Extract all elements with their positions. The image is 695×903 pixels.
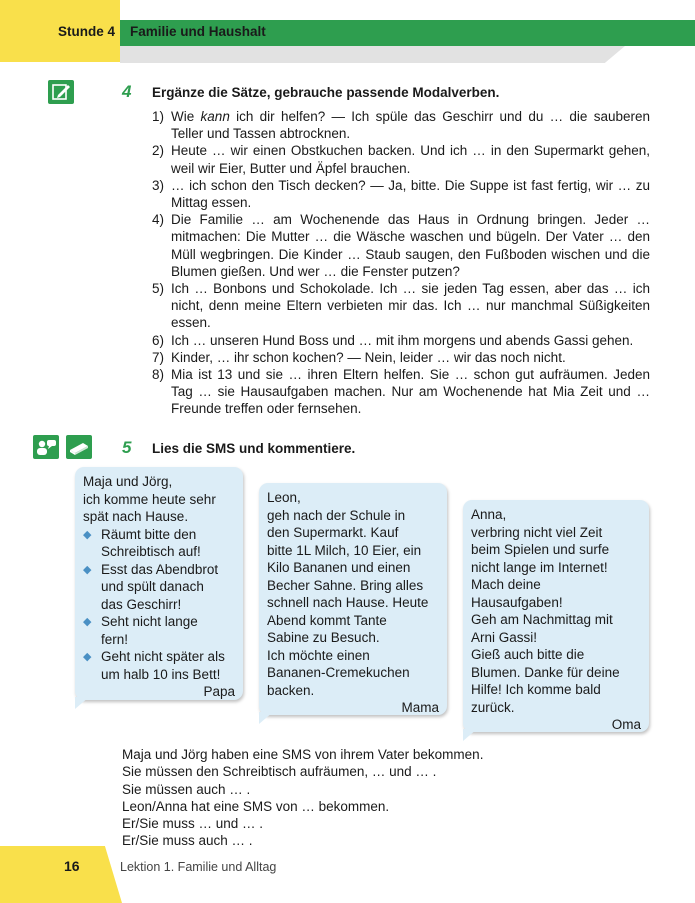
sms-line: backen. xyxy=(267,682,315,698)
sms-line: spät nach Hause. xyxy=(83,509,189,524)
task-number: 5 xyxy=(122,438,132,457)
section-label: Stunde 4 xyxy=(58,24,116,39)
diamond-icon: ◆ xyxy=(83,528,92,541)
list-item xyxy=(152,332,650,349)
sms-bullet: ◆ Seht nicht lange fern! xyxy=(83,614,198,647)
sms-line: Leon, xyxy=(267,490,301,505)
page-number: 16 xyxy=(64,858,80,874)
page-title: Familie und Haushalt xyxy=(130,24,266,39)
sms-line: ich komme heute sehr xyxy=(83,491,216,507)
sms-signature: Papa xyxy=(203,684,235,699)
sms-line: Sabine zu Besuch. xyxy=(267,630,380,645)
item-number: 3) xyxy=(152,177,165,193)
sms-line: schnell nach Hause. Heute xyxy=(267,595,429,610)
sms-line: verbring nicht viel Zeit xyxy=(471,524,603,540)
sms-line: Kilo Bananen und einen xyxy=(267,560,411,575)
sms-line: Abend kommt Tante xyxy=(267,612,387,628)
item-number: 6) xyxy=(152,332,165,348)
pencil-icon xyxy=(48,80,74,104)
list-item xyxy=(152,142,650,176)
sms-bubble-mama xyxy=(259,483,447,715)
item-text: Ich … unseren Hund Boss und … mit ihm morgens und abends Gassi gehen. xyxy=(171,332,634,348)
list-item xyxy=(152,366,650,418)
item-number: 8) xyxy=(152,367,165,383)
sms-line: Hilfe! Ich komme bald xyxy=(471,682,601,697)
sms-line: Maja und Jörg, xyxy=(83,474,173,489)
bubble-tail xyxy=(463,729,477,741)
sms-line: Blumen. Danke für deine xyxy=(471,664,620,680)
sms-bubble-papa xyxy=(75,467,243,700)
sms-line: Becher Sahne. Bring alles xyxy=(267,577,424,593)
header-grey-bar xyxy=(120,46,625,63)
sms-line: Ich möchte einen xyxy=(267,647,370,663)
diamond-icon: ◆ xyxy=(83,563,92,576)
item-number: 2) xyxy=(152,143,165,159)
task-title: Lies die SMS und kommentiere. xyxy=(152,441,356,456)
closing-line: Leon/Anna hat eine SMS von … bekommen. xyxy=(122,798,390,814)
sms-signature: Mama xyxy=(401,700,439,715)
item-text: Kinder, … ihr schon kochen? — Nein, leider … wir das noch nicht. xyxy=(171,349,566,365)
sms-bullet: ◆ Geht nicht später als um halb 10 ins Bett! xyxy=(83,649,225,682)
sms-bubble-oma xyxy=(463,500,649,732)
list-item xyxy=(152,177,650,211)
item-text: Die Familie … am Wochenende das Haus in Ordnung bringen. Jeder … mitmachen: Die Mutter … die Wäsche waschen und bügeln. Der Vater … den Müll wegbringen. Die Kinder … Staub saugen, den Fußboden wischen und die Blumen gießen. Und wer … die Fenster putzen? xyxy=(171,212,650,279)
closing-line: Sie müssen auch … . xyxy=(122,781,251,797)
sms-line: Hausaufgaben! xyxy=(471,594,563,610)
sms-line: den Supermarkt. Kauf xyxy=(267,525,399,540)
item-number: 7) xyxy=(152,349,165,365)
bubble-tail xyxy=(259,712,273,724)
footer-yellow-block xyxy=(0,846,122,903)
book-icon xyxy=(66,435,92,459)
footer-text: Lektion 1. Familie und Alltag xyxy=(120,860,277,874)
task-number: 4 xyxy=(122,82,132,101)
diamond-icon: ◆ xyxy=(83,651,92,663)
bubble-tail xyxy=(75,697,89,709)
sms-line: bitte 1L Milch, 10 Eier, ein xyxy=(267,542,422,558)
item-text: Wie kann ich dir helfen? — Ich spüle das Geschirr und du … die sauberen Teller und Tassen abtrocknen. xyxy=(171,109,651,142)
sms-line: nicht lange im Internet! xyxy=(471,559,608,575)
item-number: 1) xyxy=(152,109,165,124)
list-item xyxy=(152,349,650,366)
item-number: 5) xyxy=(152,281,165,297)
chat-icon xyxy=(33,435,59,459)
sms-line: beim Spielen und surfe xyxy=(471,542,610,557)
sms-line: Geh am Nachmittag mit xyxy=(471,612,613,627)
item-text: … ich schon den Tisch decken? — Ja, bitte. Die Suppe ist fast fertig, wir … zu Mittag essen. xyxy=(171,177,650,211)
sms-line: Arni Gassi! xyxy=(471,629,538,645)
item-text: Heute … wir einen Obstkuchen backen. Und ich … in den Supermarkt gehen, weil wir Eier, Butter und Äpfel brauchen. xyxy=(171,143,650,176)
sms-bullet: ◆ Esst das Abendbrot und spült danach das Geschirr! xyxy=(83,561,219,612)
sms-line: geh nach der Schule in xyxy=(267,507,406,523)
sms-line: zurück. xyxy=(471,699,515,715)
sms-line: Anna, xyxy=(471,507,507,522)
item-text: Mia ist 13 und sie … ihren Eltern helfen. Sie … schon gut aufräumen. Jeden Tag … sie Hausaufgaben machen. Nur am Wochenende hat Mia Zeit und … Freunde treffen oder fernsehen. xyxy=(171,367,650,417)
closing-line: Maja und Jörg haben eine SMS von ihrem Vater bekommen. xyxy=(122,747,484,762)
list-item xyxy=(152,108,650,142)
list-item xyxy=(152,280,650,332)
sms-line: Mach deine xyxy=(471,577,541,592)
sms-line: Gieß auch bitte die xyxy=(471,647,585,662)
closing-line: Er/Sie muss … und … . xyxy=(122,816,264,832)
sms-signature: Oma xyxy=(611,717,641,732)
sms-bullet: ◆ Räumt bitte den Schreibtisch auf! xyxy=(83,526,201,559)
task-title: Ergänze die Sätze, gebrauche passende Modalverben. xyxy=(152,85,500,100)
closing-line: Sie müssen den Schreibtisch aufräumen, … und … . xyxy=(122,764,437,780)
item-number: 4) xyxy=(152,212,165,228)
closing-text xyxy=(122,746,483,850)
closing-line: Er/Sie muss auch … . xyxy=(122,833,253,849)
list-item xyxy=(152,211,650,280)
sms-line: Bananen-Cremekuchen xyxy=(267,665,410,680)
diamond-icon: ◆ xyxy=(83,616,92,628)
exercise-list xyxy=(152,108,650,418)
item-text: Ich … Bonbons und Schokolade. Ich … sie jeden Tag essen, aber das … ich nicht, denn meine Eltern verbieten mir das. Ich … nur manchmal Süßigkeiten essen. xyxy=(171,281,650,331)
